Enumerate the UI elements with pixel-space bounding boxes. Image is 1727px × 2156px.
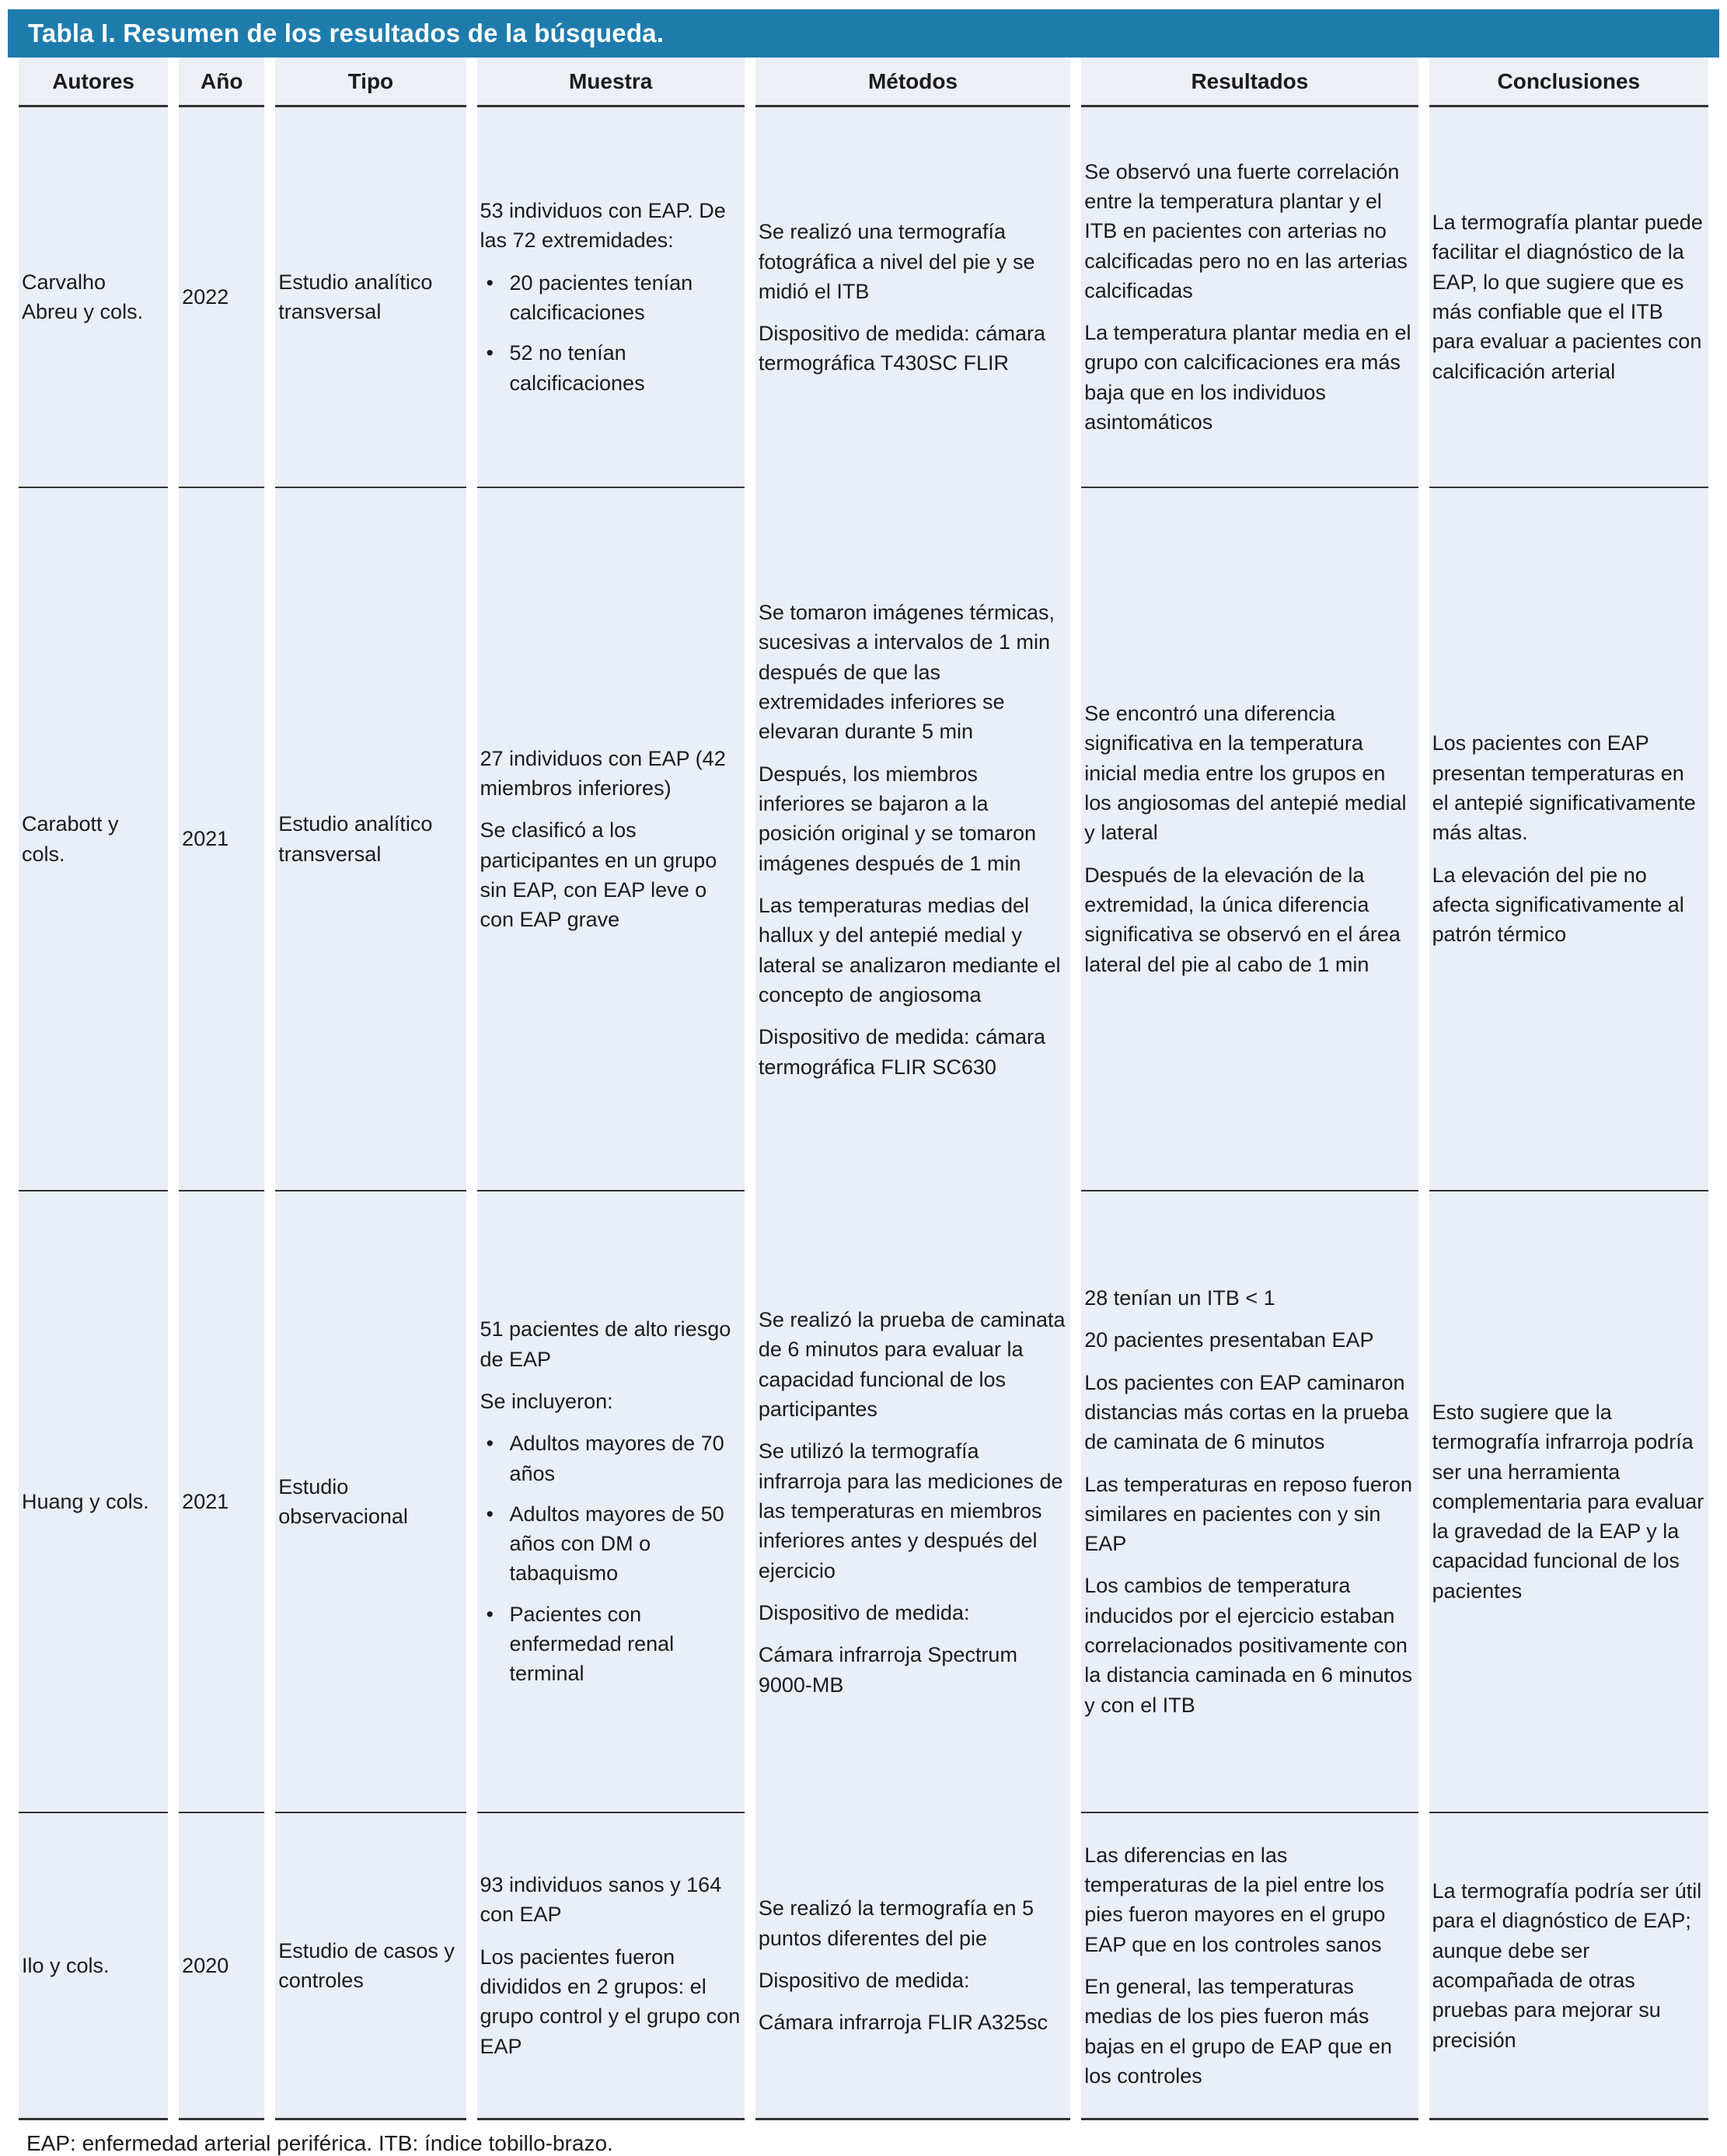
conclusions-paragraph: Los pacientes con EAP presentan temperaturas en el antepié significativamente más altas. [1432,731,1696,845]
results-paragraph: Se observó una fuerte correlación entre la temperatura plantar y el ITB en pacientes con arterias no calcificadas pero no en las arterias calcificadas [1084,159,1408,302]
conclusions-paragraph: La termografía podría ser útil para el diagnóstico de EAP; aunque debe ser acompañada de otras pruebas para mejorar su precisión [1432,1879,1702,2052]
sample-bullet-list [480,268,741,398]
cell-metodos [755,1191,1070,1813]
table-title: Tabla I. Resumen de los resultados de la búsqueda. [28,19,665,47]
cell-tipo [275,1191,466,1813]
table-row [19,107,1708,488]
sample-paragraph: 51 pacientes de alto riesgo de EAP [480,1317,731,1371]
cell-conclusiones [1429,1813,1708,2120]
study-type: Estudio observacional [278,1474,408,1528]
cell-conclusiones [1429,1191,1708,1813]
methods-paragraph: Se realizó la termografía en 5 puntos diferentes del pie [758,1896,1034,1950]
results-paragraph: Los pacientes con EAP caminaron distancias más cortas en la prueba de caminata de 6 minutos [1084,1370,1409,1454]
cell-autores [19,1191,168,1813]
sample-bullet-item: • Pacientes con enfermedad renal terminal [510,1600,741,1689]
header-row [19,58,1708,107]
methods-paragraph: Después, los miembros inferiores se bajaron a la posición original y se tomaron imágenes después de 1 min [758,762,1037,875]
study-year: 2021 [182,827,229,851]
results-paragraph: 20 pacientes presentaban EAP [1084,1328,1374,1352]
results-paragraph: Las diferencias en las temperaturas de la piel entre los pies fueron mayores en el grupo EAP que en los controles sanos [1084,1843,1386,1956]
cell-tipo [275,1813,466,2120]
column-header-metodos: Métodos [755,58,1070,107]
methods-paragraph: Cámara infrarroja FLIR A325sc [758,2011,1048,2035]
results-paragraph: Las temperaturas en reposo fueron similares en pacientes con y sin EAP [1084,1472,1412,1556]
column-header-autores: Autores [19,58,168,107]
methods-paragraph: Se utilizó la termografía infrarroja para las mediciones de las temperaturas en miembros inferiores antes y después del ejercicio [758,1439,1063,1582]
methods-paragraph: Dispositivo de medida: cámara termográfica FLIR SC630 [758,1025,1045,1079]
conclusions-paragraph: La termografía plantar puede facilitar el diagnóstico de la EAP, lo que sugiere que es más confiable que el ITB para evaluar a pacientes con calcificación arterial [1432,211,1703,383]
methods-paragraph: Dispositivo de medida: cámara termográfica T430SC FLIR [758,322,1045,375]
results-paragraph: La temperatura plantar media en el grupo con calcificaciones era más baja que en los individuos asintomáticos [1084,321,1411,434]
conclusions-paragraph: Esto sugiere que la termografía infrarroja podría ser una herramienta complementaria para evaluar la gravedad de la EAP y la capacidad funcional de los pacientes [1432,1400,1704,1603]
study-type: Estudio de casos y controles [278,1938,455,1992]
cell-anio [179,107,264,488]
sample-paragraph: Se incluyeron: [480,1389,613,1413]
methods-paragraph: Dispositivo de medida: [758,1969,970,1992]
cell-tipo [275,488,466,1191]
cell-muestra [477,1813,745,2120]
sample-paragraph: Los pacientes fueron divididos en 2 grupos: el grupo control y el grupo con EAP [480,1945,741,2058]
cell-resultados [1081,107,1418,488]
results-table [8,58,1719,2120]
methods-paragraph: Se tomaron imágenes térmicas, sucesivas a intervalos de 1 min después de que las extremidades inferiores se elevaran durante 5 min [758,601,1055,744]
cell-conclusiones [1429,488,1708,1191]
cell-metodos [755,1813,1070,2120]
study-year: 2020 [182,1953,229,1977]
table-row [19,1191,1708,1813]
sample-paragraph: 27 individuos con EAP (42 miembros inferiores) [480,746,726,800]
methods-paragraph: Cámara infrarroja Spectrum 9000-MB [758,1643,1017,1697]
sample-bullet-list [480,1429,741,1689]
sample-bullet-item: • 52 no tenían calcificaciones [510,338,741,398]
cell-autores [19,1813,168,2120]
cell-anio [179,1191,264,1813]
table-body [19,107,1708,2120]
study-year: 2022 [182,284,229,309]
cell-resultados [1081,1813,1418,2120]
column-header-resultados: Resultados [1081,58,1418,107]
study-year: 2021 [182,1489,229,1513]
results-paragraph: 28 tenían un ITB < 1 [1084,1286,1275,1310]
sample-paragraph: Se clasificó a los participantes en un grupo sin EAP, con EAP leve o con EAP grave [480,818,717,932]
column-header-tipo: Tipo [275,58,466,107]
cell-autores [19,488,168,1191]
methods-paragraph: Se realizó la prueba de caminata de 6 minutos para evaluar la capacidad funcional de los participantes [758,1308,1066,1422]
study-type: Estudio analítico transversal [278,270,433,323]
cell-muestra [477,107,745,488]
sample-paragraph: 53 individuos con EAP. De las 72 extremidades: [480,199,726,253]
sample-bullet-item: • Adultos mayores de 50 años con DM o tabaquismo [510,1499,741,1589]
cell-anio [179,1813,264,2120]
cell-resultados [1081,1191,1418,1813]
results-paragraph: Se encontró una diferencia significativa en la temperatura inicial media entre los grupos en los angiosomas del antepié medial y lateral [1084,702,1407,845]
conclusions-paragraph: La elevación del pie no afecta significativamente al patrón térmico [1432,863,1684,947]
sample-paragraph: 93 individuos sanos y 164 con EAP [480,1873,722,1927]
cell-metodos [755,107,1070,488]
cell-anio [179,488,264,1191]
author-name: Carvalho Abreu y cols. [22,270,144,323]
cell-autores [19,107,168,488]
column-header-anio: Año [179,58,264,107]
table-title-bar [8,9,1719,58]
table-header [19,58,1708,107]
table-row [19,488,1708,1191]
cell-tipo [275,107,466,488]
column-header-muestra: Muestra [477,58,745,107]
results-paragraph: Los cambios de temperatura inducidos por el ejercicio estaban correlacionados positivamente con la distancia caminada en 6 minutos y con el ITB [1084,1574,1412,1717]
methods-paragraph: Se realizó una termografía fotográfica a nivel del pie y se midió el ITB [758,220,1035,303]
table-footnote: EAP: enfermedad arterial periférica. ITB: índice tobillo-brazo. [26,2131,613,2155]
author-name: Huang y cols. [22,1489,149,1513]
sample-bullet-item: • Adultos mayores de 70 años [510,1429,741,1488]
methods-paragraph: Dispositivo de medida: [758,1600,970,1624]
results-paragraph: En general, las temperaturas medias de los pies fueron más bajas en el grupo de EAP que en los controles [1084,1975,1393,2088]
table-row [19,1813,1708,2120]
study-type: Estudio analítico transversal [278,812,433,866]
cell-metodos [755,488,1070,1191]
results-paragraph: Después de la elevación de la extremidad, la única diferencia significativa se observó en el área lateral del pie al cabo de 1 min [1084,863,1401,976]
cell-conclusiones [1429,107,1708,488]
author-name: Ilo y cols. [22,1953,110,1977]
sample-bullet-item: • 20 pacientes tenían calcificaciones [510,268,741,328]
cell-muestra [477,1191,745,1813]
cell-resultados [1081,488,1418,1191]
column-header-conclusiones: Conclusiones [1429,58,1708,107]
cell-muestra [477,488,745,1191]
author-name: Carabott y cols. [22,812,119,866]
methods-paragraph: Las temperaturas medias del hallux y del antepié medial y lateral se analizaron mediante el concepto de angiosoma [758,893,1061,1006]
